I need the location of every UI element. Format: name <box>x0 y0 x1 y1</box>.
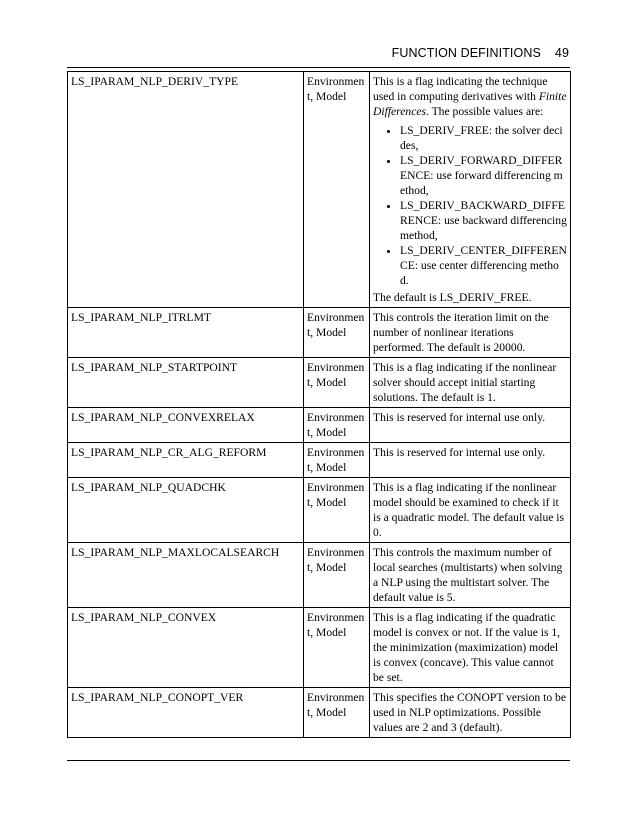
parameter-name: LS_IPARAM_NLP_CONVEXRELAX <box>68 408 304 443</box>
parameter-name: LS_IPARAM_NLP_STARTPOINT <box>68 358 304 408</box>
parameter-description: This is a flag indicating if the nonlinear solver should accept initial starting solutions. The default is 1. <box>370 358 571 408</box>
description-text: This is a flag indicating the technique used in computing derivatives with <box>373 75 548 103</box>
list-item: • LS_DERIV_BACKWARD_DIFFERENCE: use backward differencing method, <box>400 198 567 243</box>
parameter-scope: Environment, Model <box>304 408 370 443</box>
parameter-name: LS_IPARAM_NLP_ITRLMT <box>68 308 304 358</box>
parameter-description: This controls the iteration limit on the number of nonlinear iterations performed. The default is 20000. <box>370 308 571 358</box>
section-title: FUNCTION DEFINITIONS <box>391 46 541 60</box>
list-item: • LS_DERIV_FORWARD_DIFFERENCE: use forward differencing method, <box>400 153 567 198</box>
description-italic: Finite Differences <box>373 90 567 118</box>
table-row <box>68 443 571 478</box>
table-row <box>68 72 571 308</box>
parameter-scope: Environment, Model <box>304 478 370 543</box>
table-row <box>68 358 571 408</box>
parameters-table <box>67 71 571 738</box>
option-list <box>373 123 567 288</box>
table-row <box>68 608 571 688</box>
table-row <box>68 688 571 738</box>
table-row <box>68 478 571 543</box>
table-row <box>68 543 571 608</box>
table-row <box>68 308 571 358</box>
parameter-description: This is reserved for internal use only. <box>370 408 571 443</box>
default-note: The default is LS_DERIV_FREE. <box>373 291 532 304</box>
parameter-name: LS_IPARAM_NLP_CR_ALG_REFORM <box>68 443 304 478</box>
parameter-description <box>370 72 571 308</box>
description-text-end: . The possible values are: <box>426 105 544 118</box>
parameter-scope: Environment, Model <box>304 72 370 308</box>
parameter-name: LS_IPARAM_NLP_DERIV_TYPE <box>68 72 304 308</box>
table-row <box>68 408 571 443</box>
parameter-description: This specifies the CONOPT version to be used in NLP optimizations. Possible values are 2 and 3 (default). <box>370 688 571 738</box>
parameter-scope: Environment, Model <box>304 443 370 478</box>
header-rule <box>67 67 570 68</box>
list-item: • LS_DERIV_CENTER_DIFFERENCE: use center differencing method. <box>400 243 567 288</box>
parameter-name: LS_IPARAM_NLP_MAXLOCALSEARCH <box>68 543 304 608</box>
parameter-description: This is reserved for internal use only. <box>370 443 571 478</box>
parameter-name: LS_IPARAM_NLP_CONVEX <box>68 608 304 688</box>
footer-rule <box>67 760 570 761</box>
parameter-description: This is a flag indicating if the nonlinear model should be examined to check if it is a quadratic model. The default value is 0. <box>370 478 571 543</box>
page-number: 49 <box>554 46 569 60</box>
parameter-description: This is a flag indicating if the quadratic model is convex or not. If the value is 1, the minimization (maximization) model is convex (concave). This value cannot be set. <box>370 608 571 688</box>
parameter-description: This controls the maximum number of local searches (multistarts) when solving a NLP using the multistart solver. The default value is 5. <box>370 543 571 608</box>
running-header <box>392 46 569 60</box>
list-item: • LS_DERIV_FREE: the solver decides, <box>400 123 567 153</box>
parameter-scope: Environment, Model <box>304 608 370 688</box>
parameter-scope: Environment, Model <box>304 688 370 738</box>
parameter-name: LS_IPARAM_NLP_QUADCHK <box>68 478 304 543</box>
parameter-scope: Environment, Model <box>304 308 370 358</box>
parameter-name: LS_IPARAM_NLP_CONOPT_VER <box>68 688 304 738</box>
parameter-scope: Environment, Model <box>304 543 370 608</box>
parameter-scope: Environment, Model <box>304 358 370 408</box>
